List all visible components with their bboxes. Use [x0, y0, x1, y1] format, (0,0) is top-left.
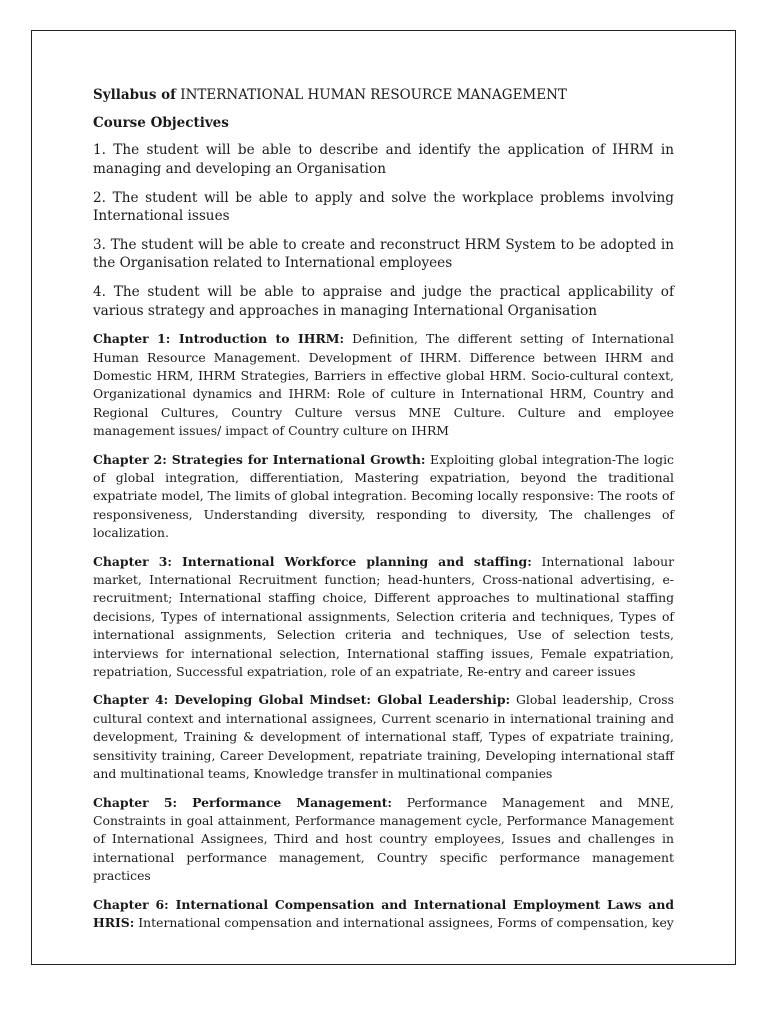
- chapter-body: Performance Management and MNE, Constraints in goal attainment, Performance management cycle, Performance Management of International Assignees, Third and host country employees, Issues and challenges in international performance management, Country specific performance management practices: [93, 794, 674, 884]
- document-body: [93, 86, 674, 942]
- chapter-heading: Chapter 4: Developing Global Mindset: Global Leadership:: [93, 692, 511, 708]
- chapter-body: Definition, The different setting of International Human Resource Management. Development of IHRM. Difference between IHRM and Domestic HRM, IHRM Strategies, Barriers in effective global HRM. Socio-cultural context, Organizational dynamics and IHRM: Role of culture in International HRM, Country and Regional Cultures, Country Culture versus MNE Culture. Culture and employee management issues/ impact of Country culture on IHRM: [93, 331, 675, 439]
- title-rest: INTERNATIONAL HUMAN RESOURCE MANAGEMENT: [175, 87, 567, 103]
- chapter-body: International compensation and international assignees, Forms of compensation, key: [134, 914, 674, 930]
- chapter-6: [93, 896, 674, 933]
- chapter-3: [93, 553, 674, 682]
- chapter-body: International labour market, International Recruitment function; head-hunters, Cross-national advertising, e-recruitment; International staffing choice, Different approaches to multinational staffing decisions, Types of international assignments, Selection criteria and techniques, Types of international assignments, Selection criteria and techniques, Use of selection tests, interviews for international selection, International staffing issues, Female expatriation, repatriation, Successful expatriation, role of an expatriate, Re-entry and career issues: [93, 553, 675, 680]
- document-title: [93, 86, 674, 104]
- chapter-1: [93, 330, 674, 440]
- title-lead: Syllabus of: [93, 87, 176, 103]
- objective-item: 4. The student will be able to appraise and judge the practical applicability of various strategy and approaches in managing International Organisation: [93, 283, 674, 319]
- chapter-body: Exploiting global integration-The logic of global integration, differentiation, Mastering expatriation, beyond the traditional expatriate model, The limits of global integration. Becoming locally responsive: The roots of responsiveness, Understanding diversity, responding to diversity, The challenges of localization.: [93, 451, 674, 541]
- objective-item: 2. The student will be able to apply and solve the workplace problems involving International issues: [93, 189, 674, 225]
- chapter-heading: Chapter 3: International Workforce planning and staffing:: [93, 553, 532, 569]
- objectives-heading: Course Objectives: [93, 115, 229, 132]
- chapter-4: [93, 691, 674, 783]
- chapter-heading: Chapter 5: Performance Management:: [93, 794, 393, 810]
- chapter-body: Global leadership, Cross cultural context and international assignees, Current scenario in international training and development, Training & development of international staff, Types of expatriate training, sensitivity training, Career Development, repatriate training, Developing international staff and multinational teams, Knowledge transfer in multinational companies: [93, 692, 674, 782]
- objective-item: 1. The student will be able to describe and identify the application of IHRM in managing and developing an Organisation: [93, 142, 674, 177]
- chapter-2: [93, 451, 674, 543]
- chapter-5: [93, 794, 674, 886]
- chapter-heading: Chapter 1: Introduction to IHRM:: [93, 331, 345, 347]
- chapter-heading: Chapter 6: International Compensation and International Employment Laws and HRIS:: [93, 896, 674, 930]
- chapter-heading: Chapter 2: Strategies for International Growth:: [93, 451, 426, 467]
- objective-item: 3. The student will be able to create and reconstruct HRM System to be adopted in the Organisation related to International employees: [93, 236, 674, 272]
